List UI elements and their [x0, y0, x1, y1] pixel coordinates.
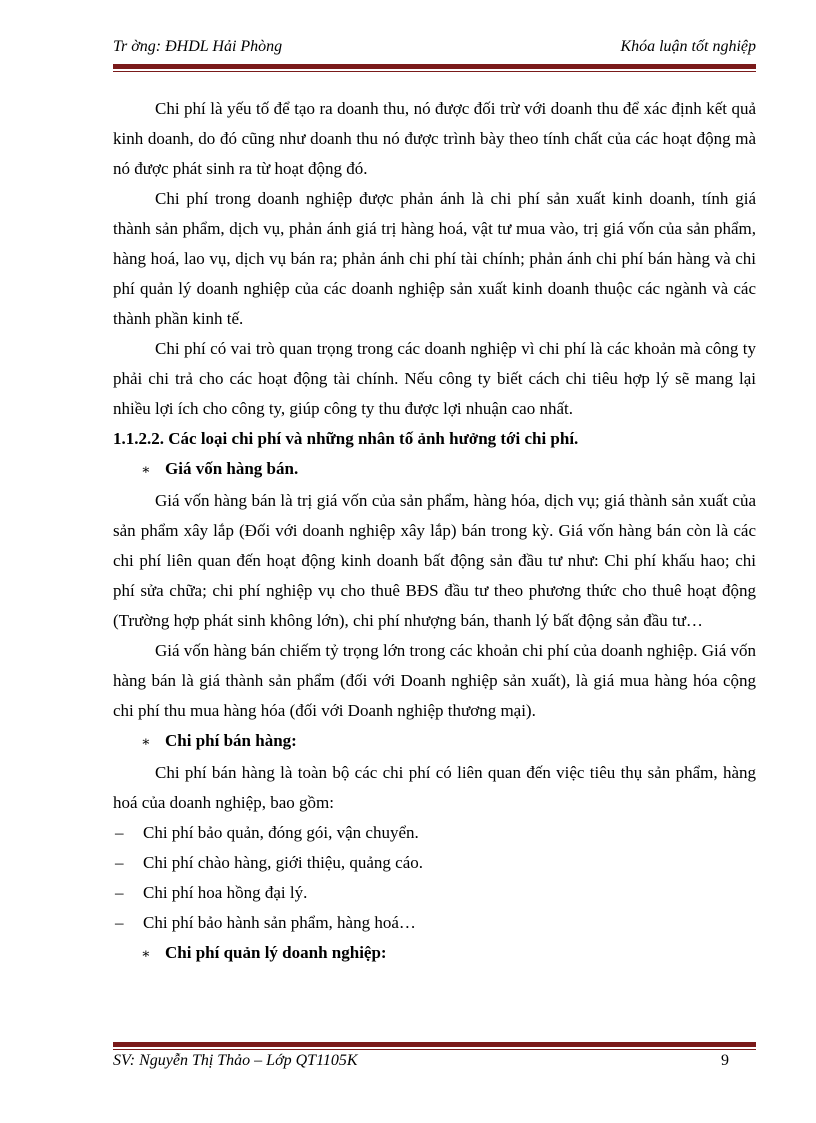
asterisk-icon: ∗: [141, 947, 151, 962]
page-footer: [113, 1050, 756, 1072]
dash-icon: –: [115, 823, 124, 842]
asterisk-icon: ∗: [141, 735, 151, 750]
header-document-type: Khóa luận tốt nghiệp: [620, 38, 756, 55]
dash-icon: –: [115, 853, 124, 872]
paragraph-2: Chi phí trong doanh nghiệp được phản ánh là chi phí sản xuất kinh doanh, tính giá thành sản phẩm, dịch vụ, phản ánh giá trị hàng hoá, vật tư mua vào, trị giá vốn của sản phẩm, hàng hoá, lao vụ, dịch vụ bán ra; phản ánh chi phí tài chính; phản ánh chi phí bán hàng và chi phí quản lý doanh nghiệp của các doanh nghiệp sản xuất kinh doanh thuộc các ngành và các thành phần kinh tế.: [113, 189, 756, 328]
list-item: [113, 908, 756, 938]
subheading-label: Giá vốn hàng bán.: [165, 459, 299, 478]
list-item-text: Chi phí bảo quản, đóng gói, vận chuyển.: [143, 823, 419, 842]
paragraph-4: Giá vốn hàng bán là trị giá vốn của sản phẩm, hàng hóa, dịch vụ; giá thành sản xuất của sản phẩm xây lắp (Đối với doanh nghiệp xây lắp) bán trong kỳ. Giá vốn hàng bán còn là các chi phí liên quan đến hoạt động kinh doanh bất động sản đầu tư như: Chi phí khấu hao; chi phí sửa chữa; chi phí nghiệp vụ cho thuê BĐS đầu tư theo phương thức cho thuê hoạt động (Trường hợp phát sinh không lớn), chi phí nhượng bán, thanh lý bất động sản đầu tư…: [113, 491, 756, 630]
selling-expense-list: [113, 818, 756, 938]
dash-icon: –: [115, 913, 124, 932]
subheading-label: Chi phí quản lý doanh nghiệp:: [165, 943, 387, 962]
section-heading: 1.1.2.2. Các loại chi phí và những nhân tố ảnh hưởng tới chi phí.: [113, 429, 579, 448]
paragraph-5: Giá vốn hàng bán chiếm tỷ trọng lớn trong các khoản chi phí của doanh nghiệp. Giá vốn hàng bán là giá thành sản phẩm (đối với Doanh nghiệp sản xuất), là giá mua hàng hóa cộng chi phí thu mua hàng hóa (đối với Doanh nghiệp thương mại).: [113, 641, 757, 720]
page-header: [113, 36, 756, 58]
subheading-selling-expense: [113, 726, 756, 758]
subheading-cost-of-goods: [113, 454, 756, 486]
paragraph-1: Chi phí là yếu tố để tạo ra doanh thu, nó được đối trừ với doanh thu để xác định kết quả kinh doanh, do đó cũng như doanh thu nó được trình bày theo tính chất của các hoạt động mà nó được phát sinh ra từ hoạt động đó.: [113, 99, 756, 178]
dash-icon: –: [115, 883, 124, 902]
asterisk-icon: ∗: [141, 463, 151, 478]
subheading-label: Chi phí bán hàng:: [165, 731, 297, 750]
subheading-admin-expense: [113, 938, 756, 970]
header-school: Tr ờng: ĐHDL Hải Phòng: [113, 38, 283, 55]
list-item: [113, 848, 756, 878]
header-rule: [113, 64, 756, 69]
list-item-text: Chi phí hoa hồng đại lý.: [143, 883, 308, 902]
list-item-text: Chi phí chào hàng, giới thiệu, quảng cáo.: [143, 853, 423, 872]
list-item-text: Chi phí bảo hành sản phẩm, hàng hoá…: [143, 913, 416, 932]
footer-student: SV: Nguyễn Thị Thảo – Lớp QT1105K: [113, 1052, 358, 1069]
paragraph-6: Chi phí bán hàng là toàn bộ các chi phí có liên quan đến việc tiêu thụ sản phẩm, hàng hoá của doanh nghiệp, bao gồm:: [113, 763, 756, 812]
page-body: [113, 94, 756, 970]
footer-rule: [113, 1042, 756, 1047]
page-number: 9: [721, 1052, 729, 1069]
list-item: [113, 878, 756, 908]
paragraph-3: Chi phí có vai trò quan trọng trong các doanh nghiệp vì chi phí là các khoản mà công ty phải chi trả cho các hoạt động tài chính. Nếu công ty biết cách chi tiêu hợp lý sẽ mang lại nhiều lợi ích cho công ty, giúp công ty thu được lợi nhuận cao nhất.: [113, 339, 756, 418]
list-item: [113, 818, 756, 848]
